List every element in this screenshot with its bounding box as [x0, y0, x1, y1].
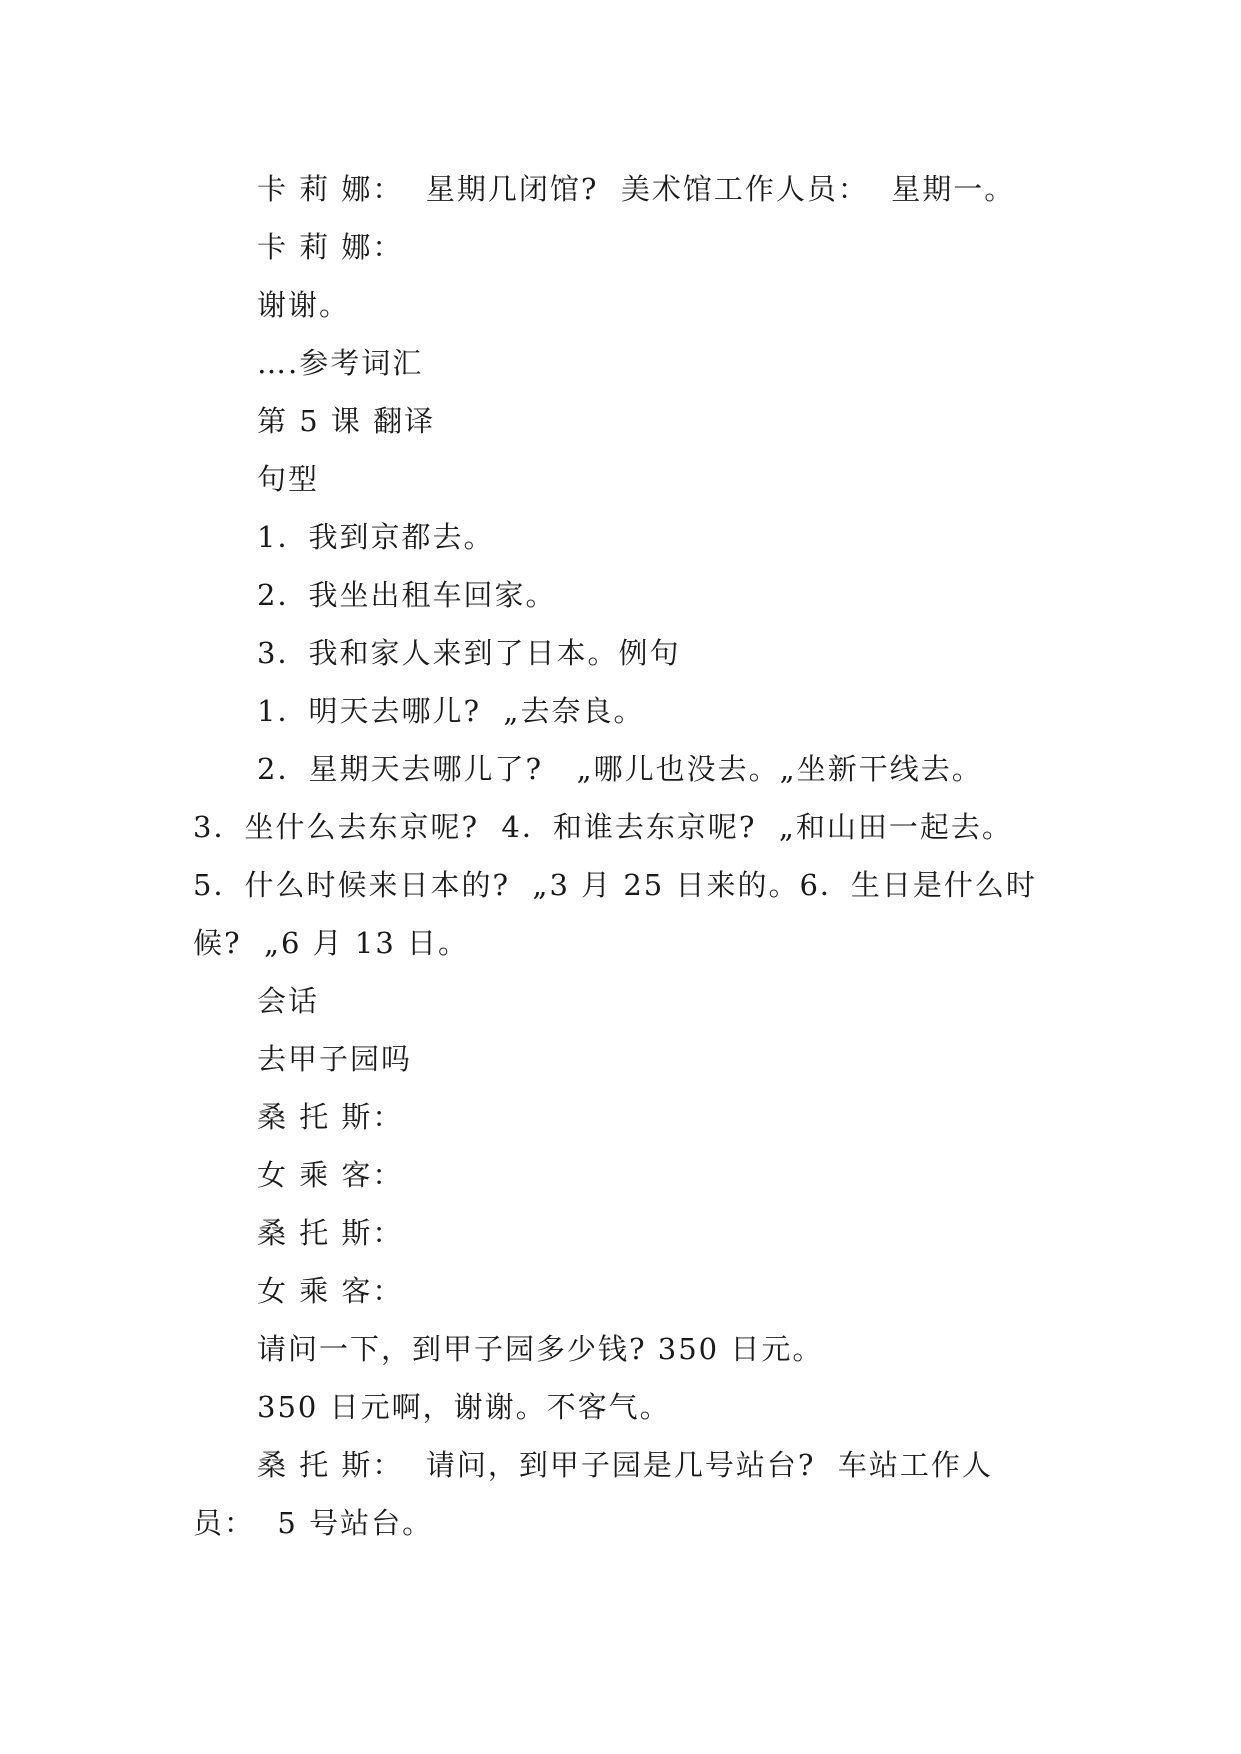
text-line: 卡 莉 娜： 星期几闭馆? 美术馆工作人员： 星期一。	[257, 172, 1016, 206]
text-line: 1．明天去哪儿? „去奈良。	[257, 694, 645, 728]
text-line: 5．什么时候来日本的? „3 月 25 日来的。6．生日是什么时	[193, 868, 1037, 902]
text-line: 2．我坐出租车回家。	[257, 578, 557, 612]
text-line: 3．我和家人来到了日本。例句	[257, 636, 681, 670]
text-line: ….参考词汇	[257, 346, 424, 380]
text-line: 3．坐什么去东京呢? 4．和谁去东京呢? „和山田一起去。	[193, 810, 1013, 844]
speaker-label: 桑 托 斯：	[257, 1100, 404, 1134]
text-line: 350 日元啊，谢谢。不客气。	[257, 1390, 671, 1424]
dialogue-title: 去甲子园吗	[257, 1042, 413, 1076]
text-line: 谢谢。	[257, 288, 351, 322]
text-line: 请问一下，到甲子园多少钱? 350 日元。	[257, 1332, 824, 1366]
lesson-title: 第 5 课 翻译	[257, 404, 436, 438]
text-line: 卡 莉 娜：	[257, 230, 404, 264]
speaker-label: 桑 托 斯：	[257, 1216, 404, 1250]
document-body	[193, 160, 1073, 1552]
text-line: 员： 5 号站台。	[193, 1506, 434, 1540]
text-line: 候? „6 月 13 日。	[193, 926, 470, 960]
speaker-label: 女 乘 客：	[257, 1158, 404, 1192]
text-line: 1．我到京都去。	[257, 520, 495, 554]
text-line: 桑 托 斯： 请问，到甲子园是几号站台? 车站工作人	[257, 1448, 993, 1482]
section-heading: 句型	[257, 462, 320, 496]
section-heading: 会话	[257, 984, 320, 1018]
text-line: 2．星期天去哪儿了? „哪儿也没去。„坐新干线去。	[257, 752, 983, 786]
speaker-label: 女 乘 客：	[257, 1274, 404, 1308]
